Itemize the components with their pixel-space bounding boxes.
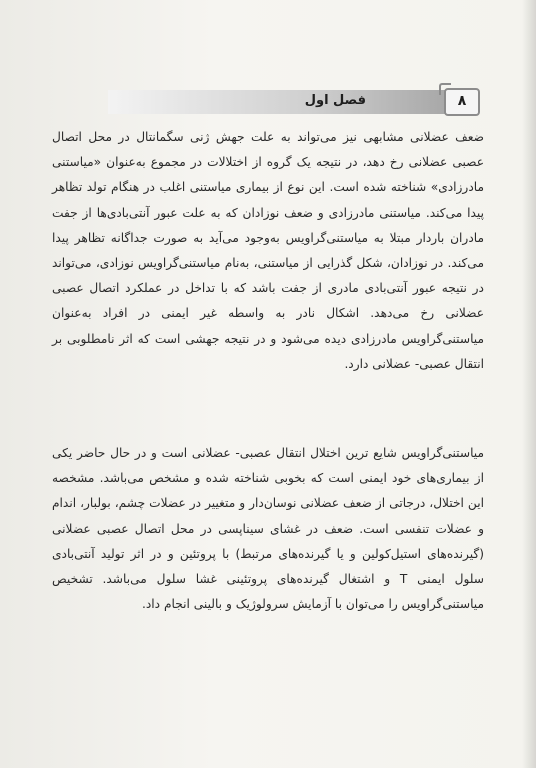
paragraph-2: [52, 441, 484, 617]
page-number-box: [444, 88, 480, 116]
paragraph-1-text: ضعف عضلانی مشابهی نیز می‌تواند به علت جهش ژنی سگمانتال در محل اتصال عصبی عضلانی رخ دهد، در نتیجه یک گروه از اختلالات در مجموع به‌عنوان «میاستنی مادرزادی» شناخته شده است. این نوع از بیماری میاستنی اغلب در هنگام تولد تظاهر پیدا می‌کند. میاستنی مادرزادی و ضعف نوزادان که به علت عبور آنتی‌بادی‌ها از جفت مادران باردار مبتلا به میاستنی‌گراویس به‌وجود می‌آید به صورت جداگانه تظاهر پیدا می‌کند. در نوزادان، شکل گذرایی از میاستنی، به‌نام میاستنی‌گراویس نوزادی، می‌تواند در نتیجه عبور آنتی‌بادی مادری از جفت باشد که با تداخل در عملکرد اتصال عصبی عضلانی رخ می‌دهد. اشکال نادر به واسطه غیر ایمنی در افراد به‌عنوان میاستنی‌گراویس مادرزادی دیده می‌شود و در نتیجه جهشی است که اثر نامطلوبی بر انتقال عصبی- عضلانی دارد.: [52, 130, 484, 371]
chapter-title: فصل اول: [304, 93, 366, 108]
page-edge-shadow: [522, 0, 536, 768]
chapter-header-bar: [108, 90, 446, 114]
paragraph-1: [52, 125, 484, 377]
page-number: ۸: [457, 93, 467, 109]
paragraph-2-text: میاستنی‌گراویس شایع ترین اختلال انتقال عصبی- عضلانی است و در حال حاضر یکی از بیماری‌های خود ایمنی است که بخوبی شناخته شده و مشخص می‌باشد. مشخصه این اختلال، درجاتی از ضعف عضلانی نوسان‌دار و متغییر در عضلات چشم، بولبار، اندام و عضلات تنفسی است. ضعف در غشای سیناپسی در محل اتصال عصبی عضلانی (گیرنده‌های استیل‌کولین و یا گیرنده‌های مرتبط) با پروتئین و در اثر تولید آنتی‌بادی سلول ایمنی T و اشتغال گیرنده‌های پروتئینی غشا سلول می‌باشد. تشخیص میاستنی‌گراویس را می‌توان با آزمایش سرولوژیک و بالینی انجام داد.: [52, 446, 484, 612]
